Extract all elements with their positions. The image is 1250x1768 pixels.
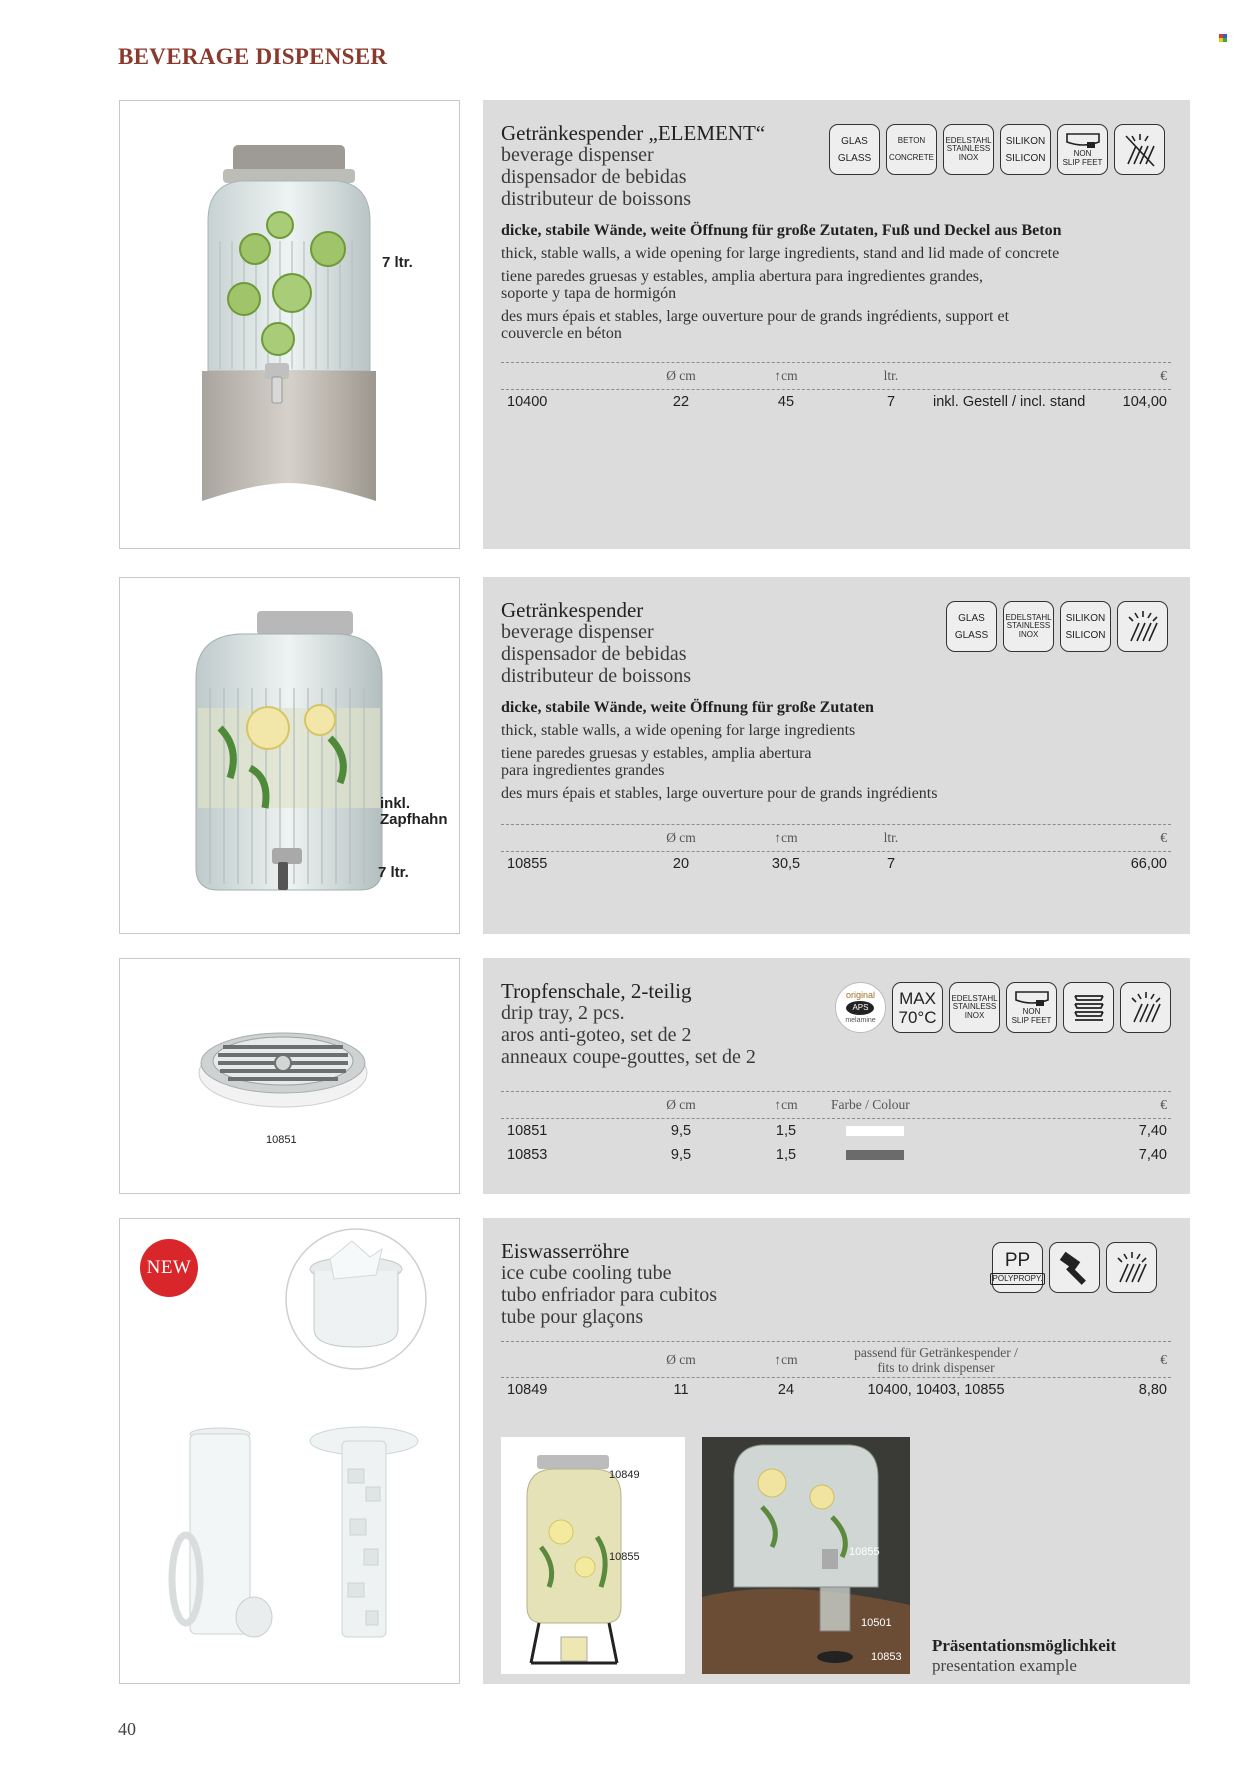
description-fr-2: couvercle en béton [501,325,622,342]
name-en: beverage dispenser [501,621,654,643]
stackable-icon [1063,982,1114,1033]
table-row [501,390,1171,414]
height-value: 30,5 [771,856,801,872]
header-height: ↑cm [774,1351,798,1367]
product-panel-drip-tray [483,958,1190,1194]
volume-value: 7 [886,856,896,872]
photo-label: 10849 [609,1469,640,1481]
fits-value: 10400, 10403, 10855 [867,1382,1005,1398]
new-badge: NEW [140,1239,198,1297]
material-icons [835,982,1171,1033]
height-arrow-icon: ↑ [774,368,782,383]
presentation-photo-b [702,1437,910,1674]
height-arrow-icon: ↑ [774,1097,782,1112]
product-title: Getränkespender [501,598,644,622]
concrete-icon: BETON CONCRETE [886,124,937,175]
header-diameter: Ø cm [666,1351,696,1367]
product-panel-element [483,100,1190,549]
non-slip-feet-icon: NON SLIP FEET [1057,124,1108,175]
header-colour: Farbe / Colour [831,1097,910,1112]
article-number: 10853 [507,1147,548,1163]
silicon-icon: SILIKON SILICON [1000,124,1051,175]
product-panel-ice-tube [483,1218,1190,1684]
description-en: thick, stable walls, a wide opening for large ingredients, stand and lid made of concrete [501,245,1060,262]
name-fr: tube pour glaçons [501,1306,644,1328]
price-value: 8,80 [1138,1382,1167,1398]
header-diameter: Ø cm [666,1097,696,1112]
description-es-1: tiene paredes gruesas y estables, amplia abertura para ingredientes grandes, [501,268,984,285]
name-en: beverage dispenser [501,144,654,166]
non-slip-feet-icon: NON SLIP FEET [1006,982,1057,1033]
silicon-icon: SILIKON SILICON [1060,601,1111,652]
product-panel-dispenser [483,577,1190,934]
table-header [501,362,1171,390]
product-names [501,621,691,687]
name-fr: distributeur de boissons [501,188,691,210]
header-height: ↑cm [774,1097,798,1112]
diameter-value: 9,5 [670,1147,692,1163]
product-description [501,699,937,808]
page-title: BEVERAGE DISPENSER [118,44,388,69]
table-row [501,852,1171,876]
material-icons [829,124,1165,175]
name-es: aros anti-goteo, set de 2 [501,1024,692,1046]
header-height: ↑cm [774,830,798,845]
product-table [501,824,1171,876]
product-names [501,1262,717,1328]
drip-tray-image [120,959,458,1192]
product-image-frame-3 [119,958,460,1194]
product-table [501,1091,1171,1167]
header-price: € [1160,830,1167,845]
photo-label: 10501 [861,1617,892,1629]
diameter-value: 20 [672,856,690,872]
dishwasher-icon [1106,1242,1157,1293]
stainless-icon: EDELSTAHL STAINLESS INOX [1003,601,1054,652]
glass-icon: GLAS GLASS [946,601,997,652]
header-diameter: Ø cm [666,830,696,845]
product-names [501,1002,756,1068]
article-number: 10849 [507,1382,548,1398]
dishwasher-icon [1117,601,1168,652]
product-names [501,144,691,210]
max-temperature-icon: MAX 70°C [892,982,943,1033]
stainless-icon: EDELSTAHL STAINLESS INOX [949,982,1000,1033]
material-icons [946,601,1168,652]
description-de: dicke, stabile Wände, weite Öffnung für große Zutaten [501,699,874,716]
material-icons [992,1242,1157,1293]
aps-melamine-badge: original APS melamine [835,982,886,1033]
table-header [501,1341,1171,1378]
table-header [501,1091,1171,1119]
description-es-2: para ingredientes grandes [501,762,665,779]
stand-note: inkl. Gestell / incl. stand [933,394,1086,410]
price-value: 104,00 [1122,394,1167,410]
name-en: drip tray, 2 pcs. [501,1002,625,1024]
diameter-value: 22 [672,394,690,410]
presentation-photo-a [501,1437,685,1674]
page-number: 40 [118,1719,136,1739]
table-row [501,1119,1171,1143]
volume-label: 7 ltr. [382,254,413,271]
header-price: € [1160,1351,1167,1367]
header-height: ↑cm [774,368,798,383]
height-value: 1,5 [775,1147,797,1163]
description-fr: des murs épais et stables, large ouverture pour de grands ingrédients [501,785,938,802]
volume-label: 7 ltr. [378,864,409,881]
table-row [501,1378,1171,1402]
product-image-frame-2 [119,577,460,934]
diameter-value: 9,5 [670,1123,692,1139]
product-title: Eiswasserröhre [501,1239,630,1263]
colour-swatch-white [846,1126,904,1136]
stainless-icon: EDELSTAHL STAINLESS INOX [943,124,994,175]
height-value: 1,5 [775,1123,797,1139]
height-value: 45 [777,394,795,410]
header-diameter: Ø cm [666,368,696,383]
colour-swatch-grey [846,1150,904,1160]
description-en: thick, stable walls, a wide opening for large ingredients [501,722,856,739]
name-fr: anneaux coupe-gouttes, set de 2 [501,1046,756,1068]
dishwasher-icon [1120,982,1171,1033]
photo-label: 10855 [609,1551,640,1563]
article-label: 10851 [266,1134,297,1146]
hammer-icon [1049,1242,1100,1293]
product-image-frame-1 [119,100,460,549]
photo-label: 10855 [849,1546,880,1558]
description-de: dicke, stabile Wände, weite Öffnung für große Zutaten, Fuß und Deckel aus Beton [501,222,1062,239]
name-es: dispensador de bebidas [501,166,687,188]
element-dispenser-image [120,101,458,547]
header-price: € [1160,368,1167,383]
product-title: Getränkespender „ELEMENT“ [501,121,766,145]
price-value: 7,40 [1138,1123,1167,1139]
price-value: 66,00 [1130,856,1167,872]
description-fr-1: des murs épais et stables, large ouverture pour de grands ingrédients, support et [501,308,1010,325]
description-es-1: tiene paredes gruesas y estables, amplia abertura [501,745,812,762]
presentation-caption: Präsentationsmöglichkeit presentation example [932,1636,1117,1675]
product-image-frame-4 [119,1218,460,1684]
product-description [501,222,1062,348]
glass-icon: GLAS GLASS [829,124,880,175]
header-fits: passend für Getränkespender / fits to drink dispenser [854,1344,1018,1375]
name-es: dispensador de bebidas [501,643,687,665]
polypropylene-icon: PP POLYPROPY. [992,1242,1043,1293]
name-es: tubo enfriador para cubitos [501,1284,718,1306]
name-en: ice cube cooling tube [501,1262,672,1284]
volume-value: 7 [886,394,896,410]
article-number: 10855 [507,856,548,872]
no-dishwasher-icon [1114,124,1165,175]
ice-tube-images [120,1219,458,1682]
product-title: Tropfenschale, 2-teilig [501,979,692,1003]
color-registration-mark [1219,34,1228,43]
name-fr: distributeur de boissons [501,665,691,687]
header-volume: ltr. [883,368,899,383]
product-table [501,362,1171,414]
height-arrow-icon: ↑ [774,1351,782,1367]
table-row [501,1143,1171,1167]
tap-label: inkl. Zapfhahn [380,795,448,828]
diameter-value: 11 [673,1382,689,1398]
article-number: 10851 [507,1123,548,1139]
product-table [501,1341,1171,1402]
description-es-2: soporte y tapa de hormigón [501,285,677,302]
header-price: € [1160,1097,1167,1112]
table-header [501,824,1171,852]
height-arrow-icon: ↑ [774,830,782,845]
header-volume: ltr. [883,830,899,845]
price-value: 7,40 [1138,1147,1167,1163]
photo-label: 10853 [871,1651,902,1663]
height-value: 24 [777,1382,795,1398]
article-number: 10400 [507,394,548,410]
